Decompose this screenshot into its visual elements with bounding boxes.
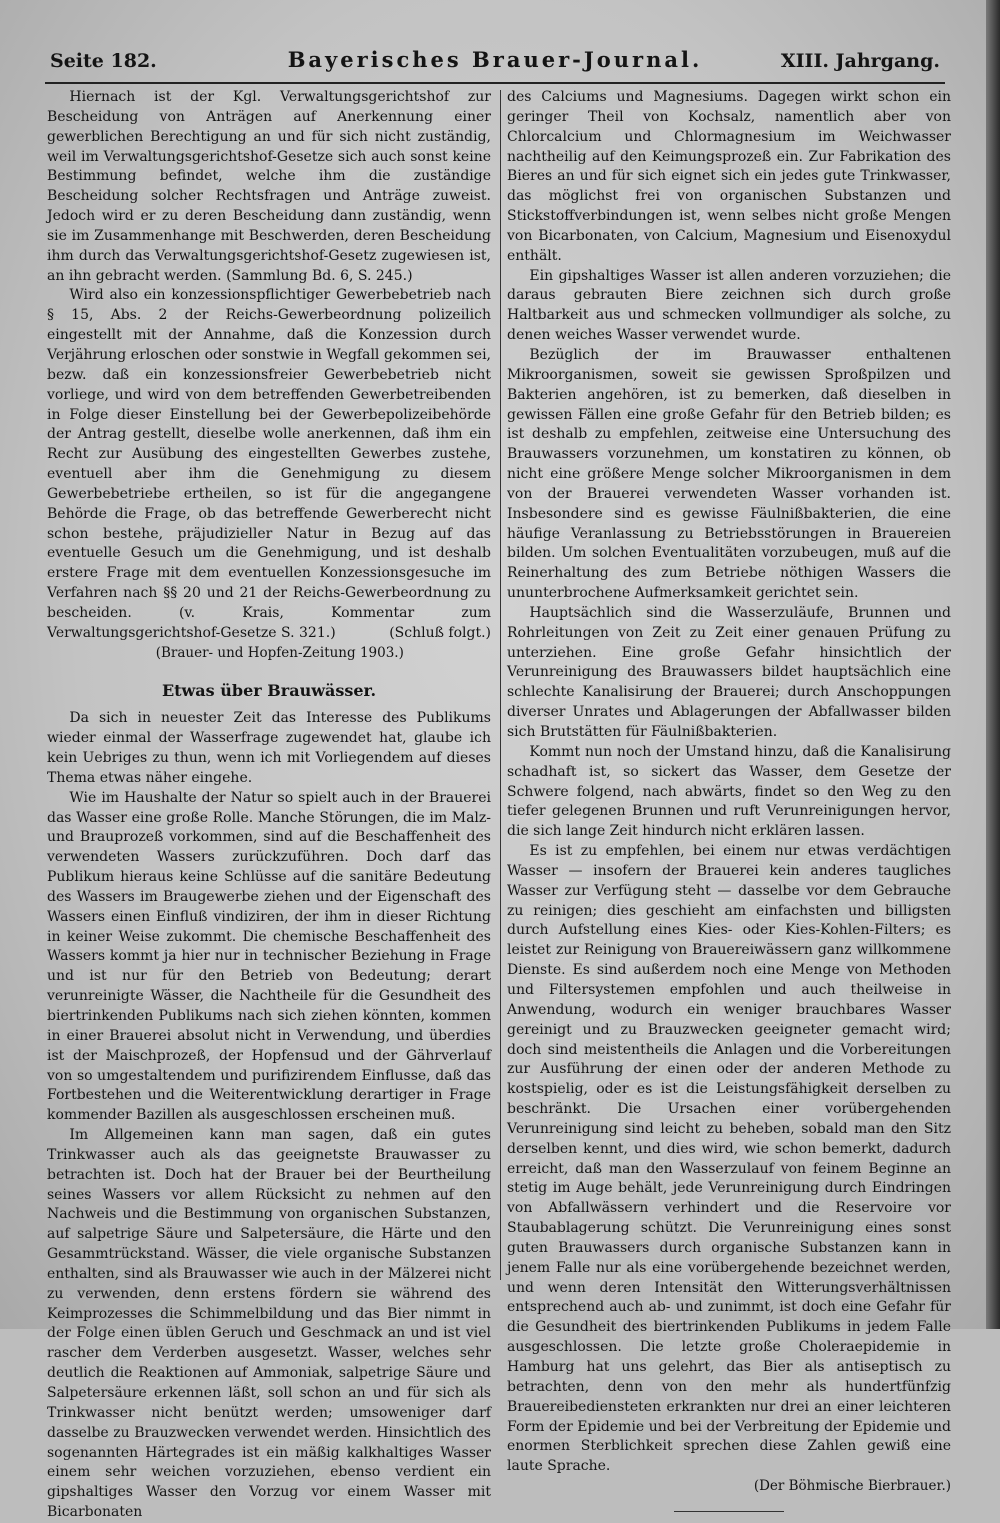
source-citation: (Brauer- und Hopfen-Zeitung 1903.) [155,644,404,661]
paragraph: Es ist zu empfehlen, bei einem nur etwas verdächtigen Wasser — insofern der Brauerei kein anderes taugliches Wasser zur Verfügung steht — dasselbe vor dem Gebrauche zu reinigen; dies geschieht am einfachsten und billigsten durch Aufstellung eines Kies- oder Kies-Kohlen-Filters; es leistet zur Reinigung von Brauereiwässern ganz willkommene Dienste. Es sind außerdem noch eine Menge von Methoden und Filtersystemen empfohlen und auch theilweise in Anwendung, wodurch ein weniger brauchbares Wasser gereinigt und zu Brauzwecken geeigneter gemacht wird; doch sind meistentheils die Anlagen und die Vorbereitungen zur Ausführung der einen oder der anderen Methode zu kostspielig, oder es ist die Leistungsfähigkeit derselben zu beschränkt. Die Ursachen einer vorübergehenden Verunreinigung sind leicht zu beheben, sobald man den Sitz derselben kennt, und dies wird, wie schon bemerkt, dadurch erreicht, daß man den Wasserzulauf von feinem Beginne an stetig im Auge behält, jede Verunreinigung durch Eindringen von Abfallwässern verhindert und die Reservoire vor Staubablagerung schützt. Die Verunreinigung eines sonst guten Brauwassers durch organische Substanzen kann in jenem Falle nur als eine vorübergehende bezeichnet werden, und wenn deren Intensität den Witterungsverhältnissen entsprechend auch ab- und zunimmt, ist doch eine Gefahr für die Gesundheit des biertrinkenden Publikums in jedem Falle ausgeschlossen. Die letzte große Choleraepidemie in Hamburg hat uns gelehrt, das Bier als antiseptisch zu betrachten, denn von den mehr als hundertfünfzig Brauereibediensteten erkrankten nur drei an einer leichteren Form der Epidemie und bei der Verbreitung der Epidemie und enormen Sterblichkeit sprechen diese Zahlen gewiß eine laute Sprache. [507,843,951,1475]
paragraph: Wie im Haushalte der Natur so spielt auch in der Brauerei das Wasser eine große Rolle. Manche Störungen, die im Malz- und Brauprozeß vorkommen, sind auf die Beschaffenheit des verwendeten Wassers zurückzuführen. Doch darf das Publikum hieraus keine Schlüsse auf die sanitäre Bedeutung des Wassers im Braugewerbe ziehen und der Eigenschaft des Wassers einen Einfluß vindiziren, der ihm in dieser Richtung in keiner Weise zukommt. Die chemische Beschaffenheit des Wassers kommt ja hier nur in technischer Beziehung in Frage und ist nur für den Betrieb von Bedeutung; derart verunreinigte Wässer, die Nachtheile für die Gesundheit des biertrinkenden Publikums nach sich ziehen könnten, kommen in einer Brauerei absolut nicht in Verwendung, und überdies ist der Maischprozeß, der Hopfensud und der Gährverlauf von so umgestaltendem und purifizirendem Einflusse, daß das Fortbestehen und die Weiterentwicklung derartiger in Frage kommender Bazillen als ausgeschlossen erscheinen muß. [47,789,491,1124]
left-column [47,88,491,1521]
right-column [507,88,951,1495]
paragraph: Da sich in neuester Zeit das Interesse des Publikums wieder einmal der Wasserfrage zugewendet hat, glaube ich kein Uebriges zu thun, wenn ich mit Vorliegendem auf dieses Thema etwas näher eingehe. [47,710,491,786]
end-rule [674,1511,784,1512]
page-number: Seite 182. [50,50,157,72]
page-header [50,44,940,78]
paragraph: Hauptsächlich sind die Wasserzuläufe, Brunnen und Rohrleitungen von Zeit zu Zeit einer genauen Prüfung zu unterziehen. Eine große Gefahr hinsichtlich der Verunreinigung des Brauwassers bildet hauptsächlich eine schlechte Kanalisirung der Brauerei; durch Anschoppungen diverser Unrates und Ablagerungen der Abfallwasser bilden sich Brutstätten für Fäulnißbakterien. [507,604,951,740]
article-heading: Etwas über Brauwässer. [161,681,377,701]
source-citation: (Der Böhmische Bierbrauer.) [753,1478,951,1495]
paragraph: Bezüglich der im Brauwasser enthaltenen Mikroorganismen, soweit sie gewissen Sproßpilzen und Bakterien angehören, ist zu bemerken, daß dieselben in gewissen Fällen eine große Gefahr für den Betrieb bilden; es ist deshalb zu empfehlen, zeitweise eine Untersuchung des Brauwassers vorzunehmen, um konstatiren zu können, ob nicht eine größere Menge solcher Mikroorganismen in dem von der Brauerei verwendeten Wasser vorhanden ist. Insbesondere sind es gewisse Fäulnißbakterien, die eine häufige Veranlassung zu Betriebsstörungen in Brauereien bilden. Um solchen Eventualitäten vorzubeugen, muß auf die Reinerhaltung des zum Betriebe nöthigen Wassers die ununterbrochene Aufmerksamkeit gerichtet sein. [507,346,951,602]
volume-label: XIII. Jahrgang. [780,50,940,72]
journal-title: Bayerisches Brauer-Journal. [287,47,703,72]
paragraph: Im Allgemeinen kann man sagen, daß ein gutes Trinkwasser auch als das geeignetste Brauwasser zu betrachten ist. Doch hat der Brauer bei der Beurtheilung seines Wassers vor allem Rücksicht zu nehmen auf den Nachweis und die Bestimmung von organischen Substanzen, auf salpetrige Säure und Salpetersäure, die Härte und den Gesammtrückstand. Wässer, die viele organische Substanzen enthalten, sind als Brauwasser wie auch in der Mälzerei nicht zu verwenden, denn erstens fördern sie während des Keimprozesses die Schimmelbildung und das Bier nimmt in der Folge einen üblen Geruch und Geschmack an und ist viel rascher dem Verderben ausgesetzt. Wasser, welches sehr deutlich die Reaktionen auf Ammoniak, salpetrige Säure und Salpetersäure erkennen läßt, soll schon an und für sich als Trinkwasser nicht benützt werden; umsoweniger darf dasselbe zu Brauzwecken verwendet werden. Hinsichtlich des sogenannten Härtegrades ist ein mäßig kalkhaltiges Wasser einem sehr weichen vorzuziehen, ebenso verdient ein gipshaltiges Wasser den Vorzug vor einem Wasser mit Bicarbonaten [47,1127,491,1521]
paragraph: Ein gipshaltiges Wasser ist allen anderen vorzuziehen; die daraus gebrauten Biere zeichnen sich durch große Haltbarkeit aus und schmecken vollmundiger als solche, zu denen weiches Wasser verwendet wurde. [507,267,951,344]
paragraph [47,286,491,643]
paragraph: Kommt nun noch der Umstand hinzu, daß die Kanalisirung schadhaft ist, so sickert das Wasser, dem Gesetze der Schwere folgend, nach abwärts, findet so den Weg zu den tiefer gelegenen Brunnen und ruft Verunreinigungen hervor, die sich lange Zeit hindurch nicht erklären lassen. [507,743,951,840]
page-spine-shadow [986,0,1000,1329]
continued-note: (Schluß folgt.) [389,624,491,641]
paragraph: Hiernach ist der Kgl. Verwaltungsgerichtshof zur Bescheidung von Anträgen auf Anerkennung einer gewerblichen Berechtigung an und für sich nicht zuständig, weil im Verwaltungsgerichtshof-Gesetze sich auch sonst keine Bestimmung befindet, welche ihm die zuständige Bescheidung solcher Rechtsfragen und Anträge zuweist. Jedoch wird er zu deren Bescheidung dann zuständig, wenn sie im Zusammenhange mit Beschwerden, deren Bescheidung ihm durch das Verwaltungsgerichtshof-Gesetz zugewiesen ist, an ihn gebracht werden. (Sammlung Bd. 6, S. 245.) [47,89,491,284]
paragraph: des Calciums und Magnesiums. Dagegen wirkt schon ein geringer Theil von Kochsalz, namentlich aber von Chlorcalcium und Chlormagnesium im Weichwasser nachtheilig auf den Keimungsprozeß ein. Zur Fabrikation des Bieres an und für sich eignet sich ein jedes gute Trinkwasser, das möglichst frei von organischen Substanzen und Stickstoffverbindungen ist, wenn selbes nicht große Mengen von Bicarbonaten, von Calcium, Magnesium und Eisenoxydul enthält. [507,89,951,264]
header-rule [45,82,945,84]
column-divider [500,90,501,1280]
paragraph-text: Wird also ein konzessionspflichtiger Gewerbebetrieb nach § 15, Abs. 2 der Reichs-Gewerbeordnung polizeilich eingestellt mit der Annahme, daß die Konzession durch Verjährung erloschen oder sonstwie in Wegfall gekommen sei, bezw. daß ein konzessionsfreier Gewerbebetrieb nicht vorliege, und wird von dem betreffenden Gewerbetreibenden in Folge dieser Einstellung bei der Gewerbepolizeibehörde der Antrag gestellt, dieselbe wolle anerkennen, daß ihm ein Recht zur Ausübung des eingestellten Gewerbes zustehe, eventuell aber ihm die Genehmigung zu diesem Gewerbebetriebe ertheilen, so ist für die angegangene Behörde die Frage, ob das betreffende Gewerberecht nicht schon bestehe, präjudizieller Natur in Bezug auf das eventuelle Gesuch um die Genehmigung, und ist deshalb erstere Frage mit dem eventuellen Konzessionsgesuche im Verfahren nach §§ 20 und 21 der Reichs-Gewerbeordnung zu bescheiden. (v. Krais, Kommentar zum Verwaltungsgerichtshof-Gesetze S. 321.) [47,287,491,641]
